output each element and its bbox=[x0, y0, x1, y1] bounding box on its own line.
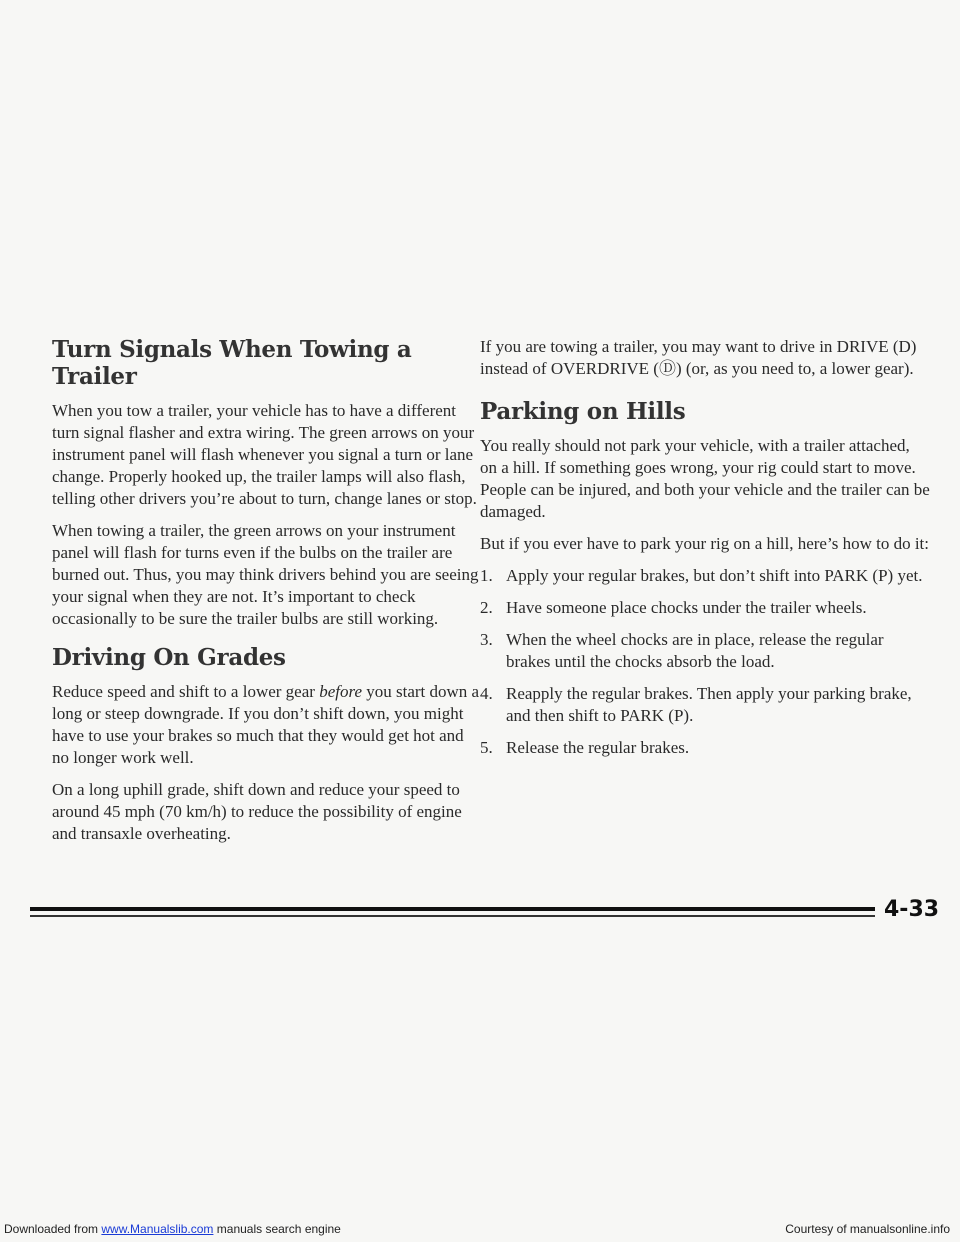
left-column bbox=[52, 336, 482, 855]
rule-thick bbox=[30, 907, 875, 911]
paragraph: When towing a trailer, the green arrows on your instrument panel will flash for turns even if the bulbs on the trailer are burned out. Thus, you may think drivers behind you are seeing your signal when they are not. It’s important to check occasionally to be sure the trailer bulbs are still working. bbox=[52, 521, 479, 628]
page-number: 4-33 bbox=[884, 897, 940, 922]
footer-watermark: Courtesy of manualsonline.info bbox=[785, 1222, 950, 1236]
heading-turn-signals: Turn Signals When Towing a Trailer bbox=[52, 336, 412, 390]
paragraph: If you are towing a trailer, you may want to drive in DRIVE (D) instead of OVERDRIVE (Ⓓ) (or, as you need to, a lower gear). bbox=[480, 337, 917, 378]
list-item: 4. Reapply the regular brakes. Then apply your parking brake, and then shift to PARK (P). bbox=[480, 684, 912, 725]
paragraph: Reduce speed and shift to a lower gear before you start down a long or steep downgrade. If you don’t shift down, you might have to use your brakes so much that they would get hot and no longer work well. bbox=[52, 682, 480, 767]
footer-download-note: Downloaded from www.Manualslib.com manuals search engine bbox=[4, 1222, 341, 1236]
paragraph: You really should not park your vehicle, with a trailer attached, on a hill. If something goes wrong, your rig could start to move. People can be injured, and both your vehicle and the trailer can be damaged. bbox=[480, 436, 930, 521]
paragraph: But if you ever have to park your rig on a hill, here’s how to do it: bbox=[480, 534, 929, 553]
list-item: 1. Apply your regular brakes, but don’t shift into PARK (P) yet. bbox=[480, 566, 923, 585]
right-column bbox=[480, 304, 930, 769]
rule-thin bbox=[30, 915, 875, 917]
paragraph: When you tow a trailer, your vehicle has to have a different turn signal flasher and extra wiring. The green arrows on your instrument panel will flash whenever you signal a turn or lane change. Properly hooked up, the trailer lamps will also flash, telling other drivers you’re about to turn, change lanes or stop. bbox=[52, 401, 477, 508]
manualslib-link[interactable]: www.Manualslib.com bbox=[101, 1222, 214, 1236]
page-rule bbox=[0, 897, 960, 917]
list-item: 2. Have someone place chocks under the trailer wheels. bbox=[480, 598, 867, 617]
paragraph: On a long uphill grade, shift down and reduce your speed to around 45 mph (70 km/h) to reduce the possibility of engine and transaxle overheating. bbox=[52, 780, 462, 843]
list-item: 3. When the wheel chocks are in place, release the regular brakes until the chocks absorb the load. bbox=[480, 630, 884, 671]
steps-list bbox=[480, 565, 930, 759]
heading-parking-on-hills: Parking on Hills bbox=[480, 398, 686, 425]
heading-driving-on-grades: Driving On Grades bbox=[52, 644, 286, 671]
list-item: 5. Release the regular brakes. bbox=[480, 738, 690, 757]
